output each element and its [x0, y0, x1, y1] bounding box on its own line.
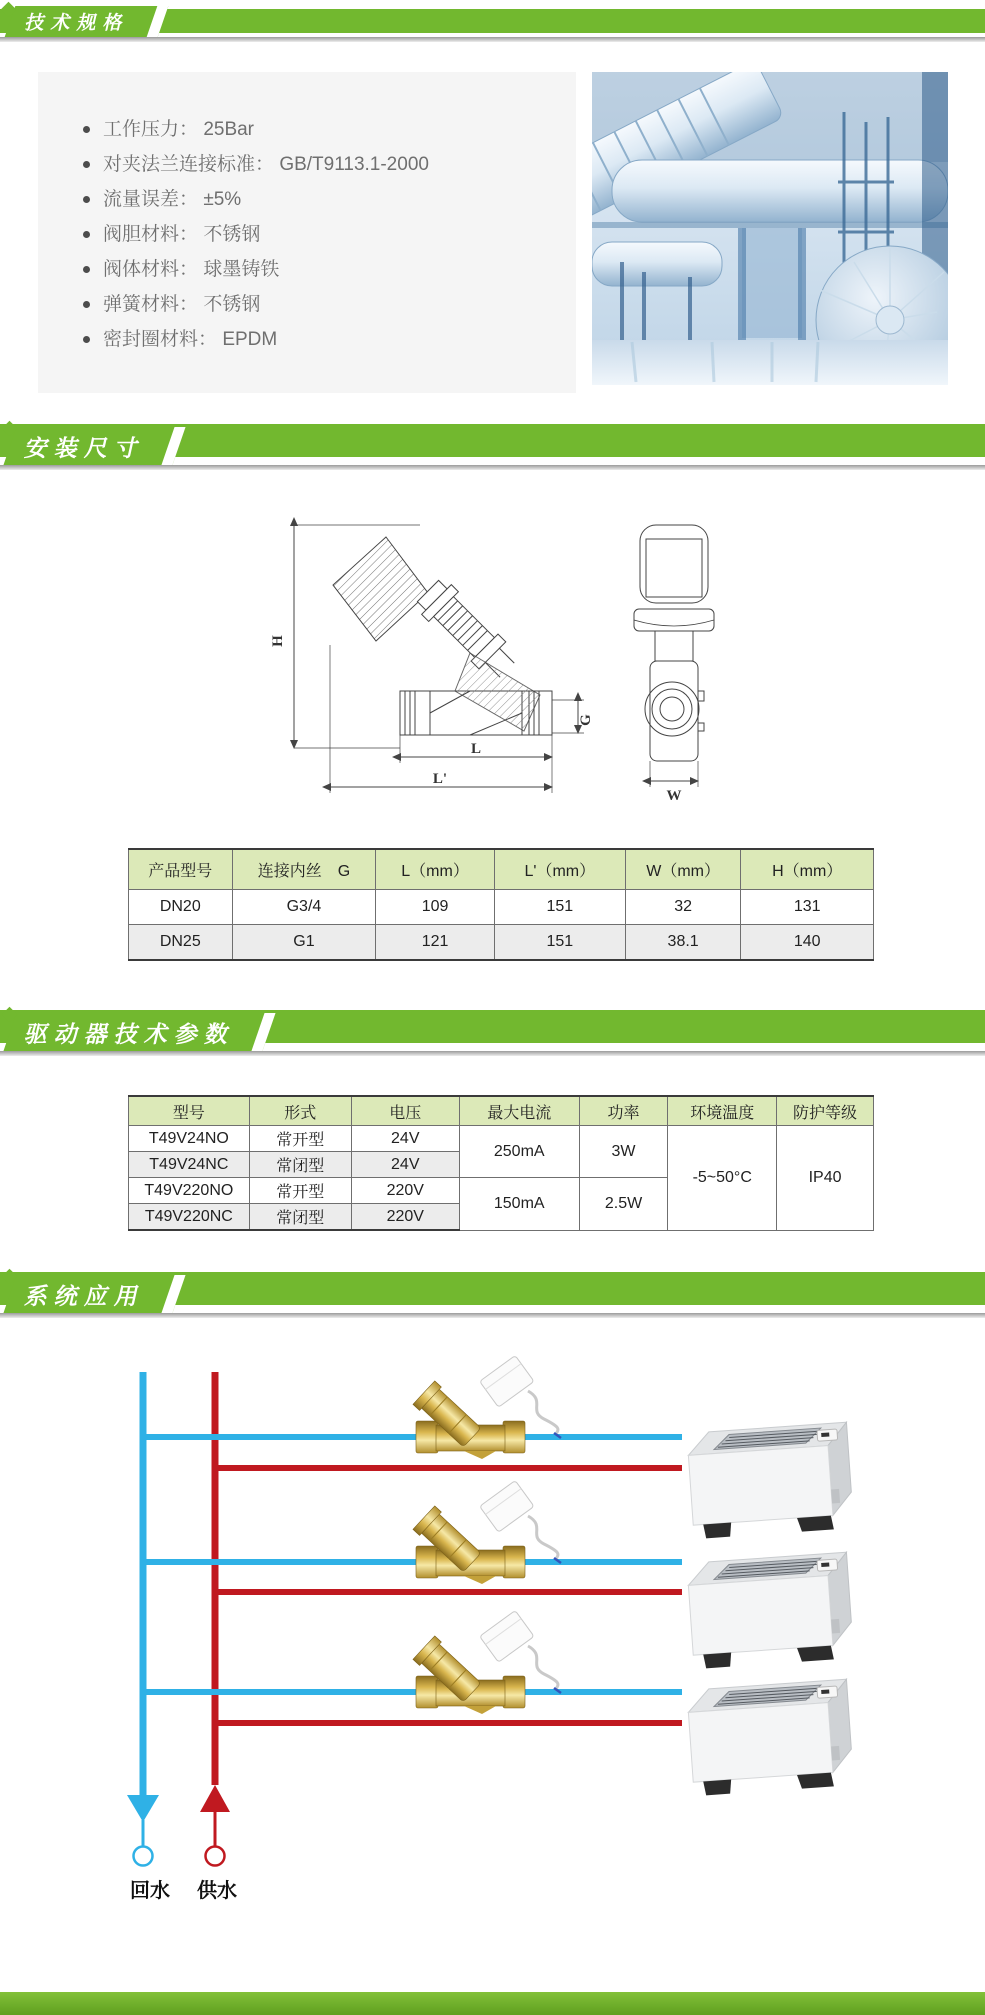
- colon-separator: ：: [198, 329, 218, 350]
- col-header: 产品型号: [129, 849, 233, 890]
- footer-bar: [0, 1992, 985, 2015]
- col-header: 连接内丝 G: [232, 849, 376, 890]
- col-header: L'（mm）: [494, 849, 625, 890]
- col-header: 形式: [249, 1096, 351, 1126]
- colon-separator: ：: [179, 189, 199, 210]
- merged-cell-current-24v: 250mA: [459, 1126, 579, 1178]
- return-water-label: 回水: [130, 1880, 170, 1902]
- banner-title-block: [3, 1013, 275, 1051]
- table-row: T49V24NO 常开型 24V 250mA 3W -5~50°C IP40: [129, 1126, 874, 1152]
- valve-dimension-drawing: [0, 495, 985, 835]
- merged-cell-ambient-temp: -5~50°C: [668, 1126, 777, 1231]
- merged-cell-current-220v: 150mA: [459, 1178, 579, 1231]
- dim-label-h: H: [270, 635, 286, 647]
- spec-item: 对夹法兰连接标准： GB/T9113.1-2000: [83, 147, 576, 182]
- col-header: H（mm）: [741, 849, 874, 890]
- spec-item: 阀胆材料： 不锈钢: [83, 217, 576, 252]
- table-row: DN20 G3/4 109 151 32 131: [129, 890, 874, 925]
- colon-separator: ：: [179, 224, 199, 245]
- supply-flow-arrow: [200, 1785, 230, 1866]
- bullet-icon: [83, 231, 90, 238]
- table-row: DN25 G1 121 151 38.1 140: [129, 925, 874, 961]
- system-application-diagram: [0, 1350, 985, 1910]
- supply-water-label: 供水: [197, 1880, 237, 1902]
- banner-shadow: [0, 1051, 985, 1056]
- banner-shadow: [0, 465, 985, 470]
- balancing-valve: [413, 1611, 561, 1714]
- balancing-valve: [413, 1356, 561, 1459]
- fan-coil-unit: [687, 1552, 854, 1669]
- branch-pipes: [140, 1434, 682, 1726]
- colon-separator: ：: [179, 119, 199, 140]
- banner-shadow: [0, 1313, 985, 1318]
- spec-box: [38, 72, 576, 393]
- banner-title-block: [5, 6, 169, 37]
- col-header: 电压: [351, 1096, 459, 1126]
- bullet-icon: [83, 336, 90, 343]
- table-header-row: [129, 849, 874, 890]
- table-row: T49V220NO 常开型 220V 150mA 2.5W: [129, 1178, 874, 1204]
- section-title: 技术规格: [23, 13, 132, 34]
- plant-room-photo: [592, 72, 948, 385]
- spec-list: [38, 72, 576, 357]
- spec-item: 流量误差： ±5%: [83, 182, 576, 217]
- col-header: W（mm）: [625, 849, 740, 890]
- merged-cell-power-24v: 3W: [579, 1126, 668, 1178]
- section-banner-actuator: [0, 1006, 985, 1056]
- fan-coil-unit: [687, 1679, 854, 1796]
- section-title: 驱动器技术参数: [22, 1020, 239, 1047]
- bullet-icon: [83, 126, 90, 133]
- spec-item: 弹簧材料： 不锈钢: [83, 287, 576, 322]
- table-header-row: [129, 1096, 874, 1126]
- table-row: T49V220NC 常闭型 220V: [129, 1204, 874, 1231]
- bullet-icon: [83, 301, 90, 308]
- table-row: T49V24NC 常闭型 24V: [129, 1152, 874, 1178]
- col-header: L（mm）: [376, 849, 494, 890]
- spec-item: 密封圈材料： EPDM: [83, 322, 576, 357]
- supply-terminal-circle: [206, 1847, 225, 1866]
- bullet-icon: [83, 196, 90, 203]
- return-terminal-circle: [134, 1847, 153, 1866]
- actuator-table: [128, 1095, 874, 1231]
- spec-item: 工作压力： 25Bar: [83, 112, 576, 147]
- dimension-table: [128, 848, 874, 961]
- col-header: 型号: [129, 1096, 250, 1126]
- section-banner-application: [0, 1268, 985, 1318]
- col-header: 环境温度: [668, 1096, 777, 1126]
- merged-cell-power-220v: 2.5W: [579, 1178, 668, 1231]
- col-header: 最大电流: [459, 1096, 579, 1126]
- dim-label-w: W: [666, 788, 682, 804]
- section-banner-specs: [0, 4, 985, 54]
- fan-coil-unit: [687, 1422, 854, 1539]
- bullet-icon: [83, 161, 90, 168]
- dim-label-g: G: [578, 714, 594, 726]
- dim-label-l-prime: L': [432, 771, 448, 787]
- banner-title-block: [3, 1275, 185, 1313]
- section-title: 安装尺寸: [22, 434, 149, 461]
- banner-shadow: [0, 37, 985, 42]
- section-title: 系统应用: [22, 1282, 149, 1309]
- return-flow-arrow: [127, 1795, 159, 1866]
- col-header: 防护等级: [777, 1096, 874, 1126]
- colon-separator: ：: [179, 259, 199, 280]
- section-banner-dimensions: [0, 420, 985, 470]
- colon-separator: ：: [255, 154, 275, 175]
- merged-cell-protection: IP40: [777, 1126, 874, 1231]
- col-header: 功率: [579, 1096, 668, 1126]
- bullet-icon: [83, 266, 90, 273]
- spec-item: 阀体材料： 球墨铸铁: [83, 252, 576, 287]
- dim-label-l: L: [470, 741, 482, 757]
- balancing-valve: [413, 1481, 561, 1584]
- colon-separator: ：: [179, 294, 199, 315]
- banner-title-block: [3, 427, 185, 465]
